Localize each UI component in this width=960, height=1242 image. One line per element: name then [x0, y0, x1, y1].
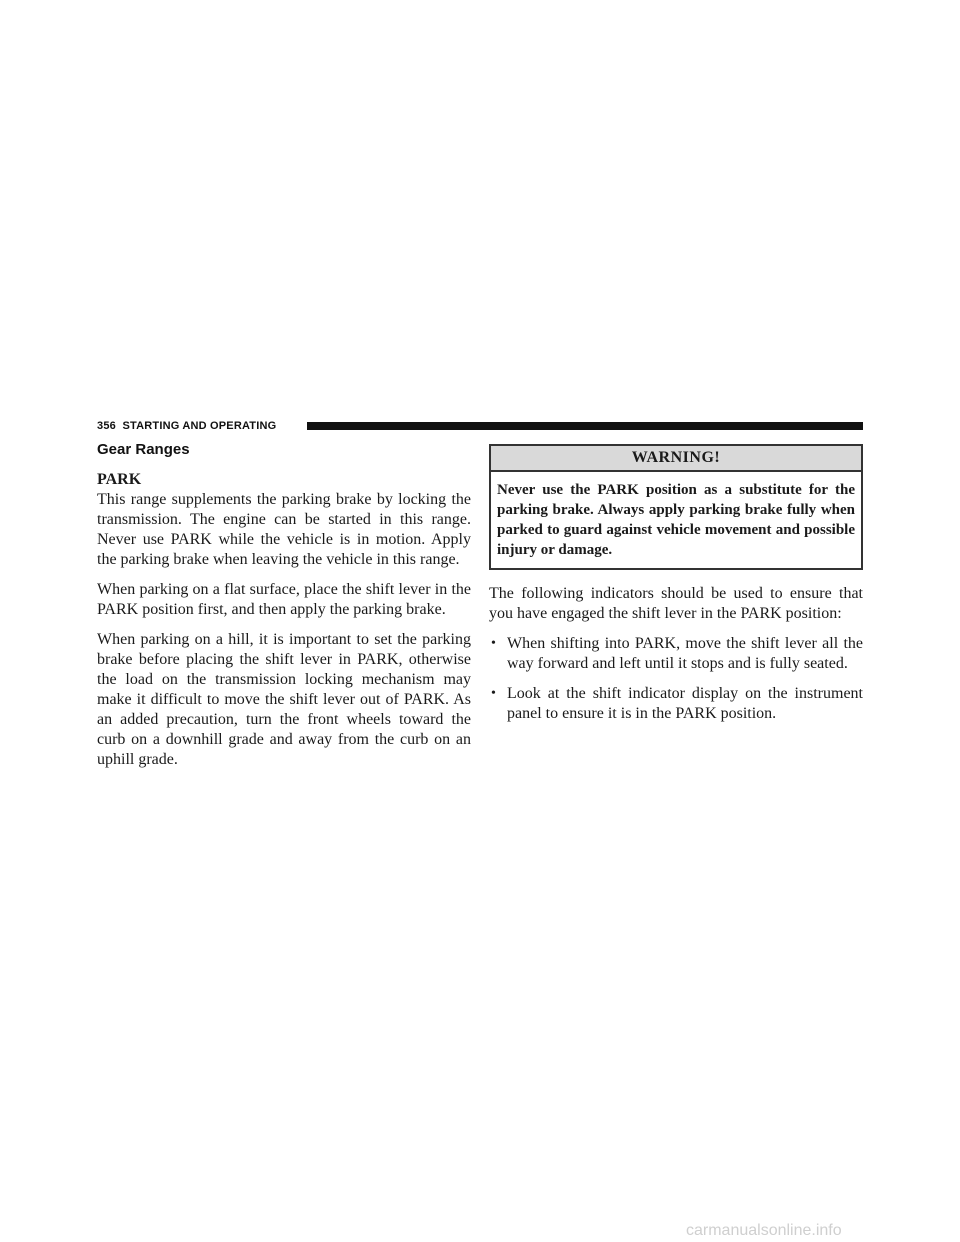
paragraph: This range supplements the parking brake by locking the transmission. The engine can be started in this range. Never use PARK while the vehicle is in motion. Apply the parking brake when leaving the vehicle in this range.	[97, 491, 471, 568]
header-rule	[307, 422, 863, 430]
list-item	[489, 684, 863, 724]
list-item-text: Look at the shift indicator display on the instrument panel to ensure it is in the PARK position.	[507, 685, 863, 722]
paragraph: When parking on a flat surface, place the shift lever in the PARK position first, and then apply the parking brake.	[97, 581, 471, 618]
right-column	[489, 440, 863, 734]
page-header	[97, 419, 863, 433]
left-column	[97, 440, 471, 780]
list-item-text: When shifting into PARK, move the shift lever all the way forward and left until it stops and is fully seated.	[507, 635, 863, 672]
park-subheading: PARK	[97, 471, 142, 488]
bullet-icon: •	[491, 636, 496, 651]
bullet-icon: •	[491, 686, 496, 701]
list-item	[489, 634, 863, 674]
section-title: STARTING AND OPERATING	[122, 420, 277, 432]
header-text	[97, 419, 276, 433]
indicators-intro: The following indicators should be used to ensure that you have engaged the shift lever in the PARK position:	[489, 585, 863, 622]
watermark: carmanualsonline.info	[686, 1222, 842, 1239]
section-heading: Gear Ranges	[97, 441, 190, 458]
page-number: 356	[97, 420, 116, 432]
warning-title: WARNING!	[491, 446, 861, 472]
warning-box	[489, 444, 863, 570]
indicator-list	[489, 634, 863, 724]
warning-body: Never use the PARK position as a substitute for the parking brake. Always apply parking brake fully when parked to guard against vehicle movement and possible injury or damage.	[497, 482, 855, 558]
paragraph: When parking on a hill, it is important to set the parking brake before placing the shift lever in PARK, otherwise the load on the transmission locking mechanism may make it difficult to move the shift lever out of PARK. As an added precaution, turn the front wheels toward the curb on a downhill grade and away from the curb on an uphill grade.	[97, 631, 471, 768]
